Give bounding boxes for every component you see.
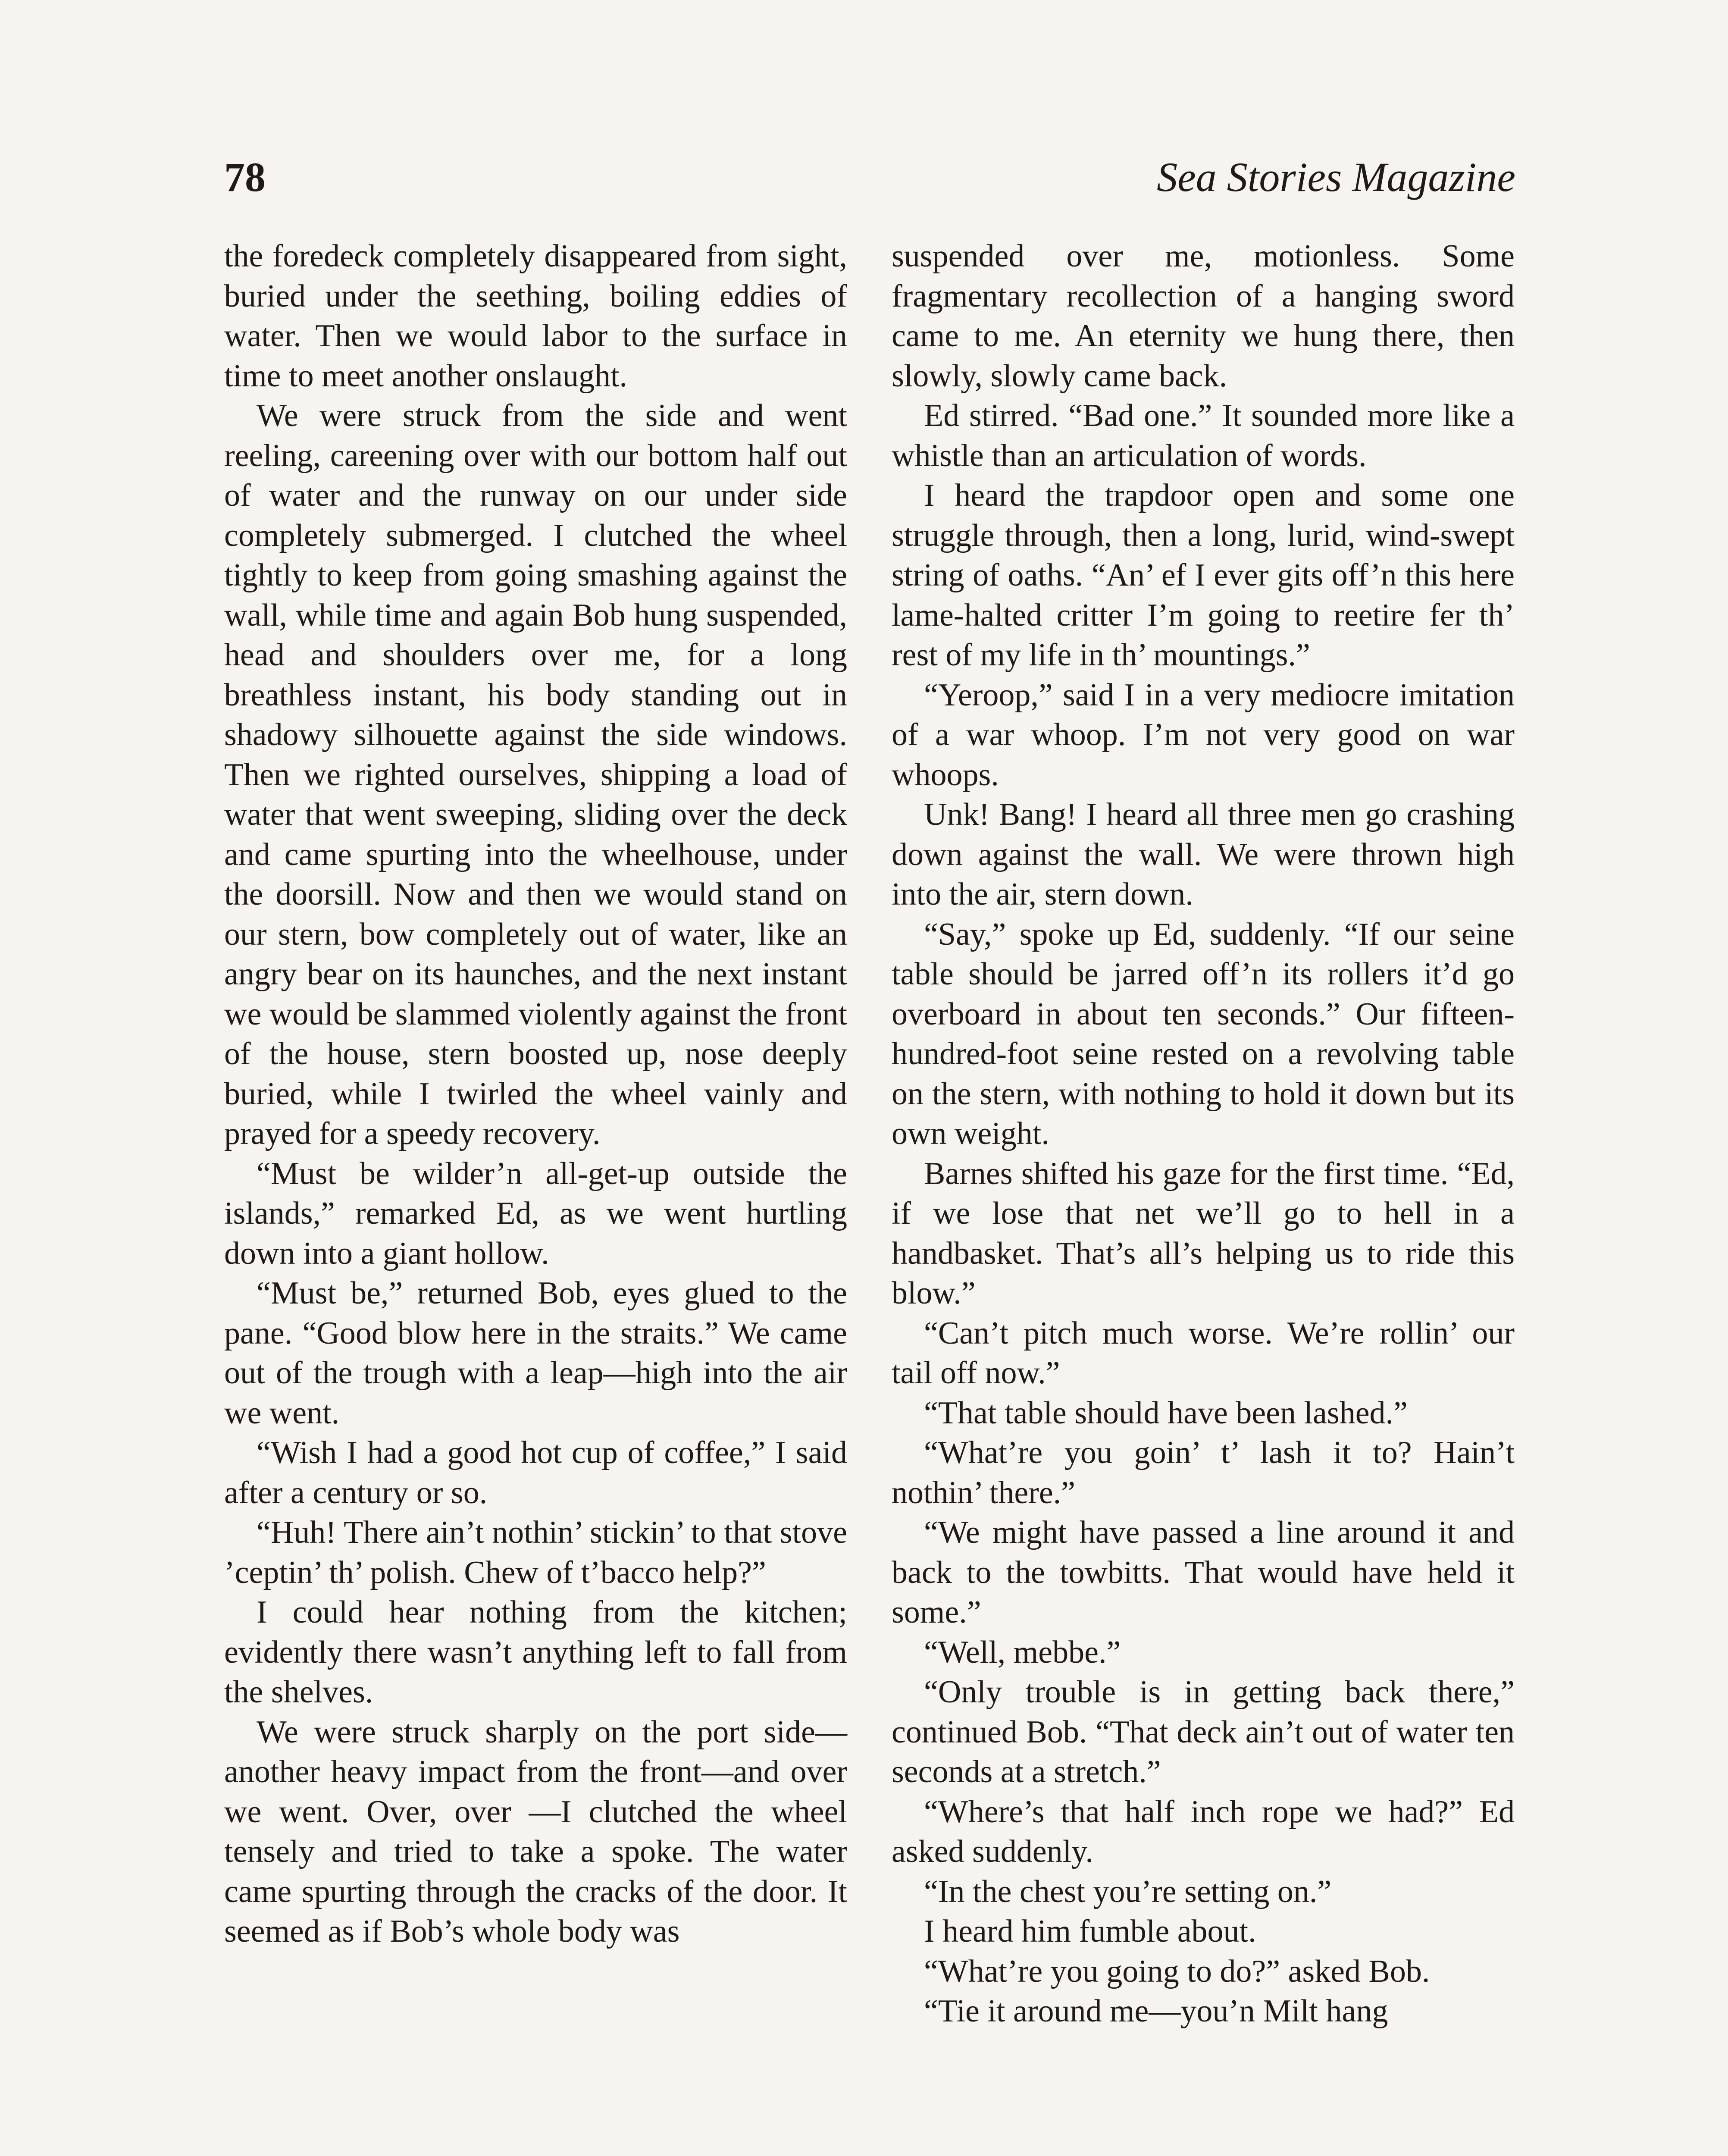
- paragraph: “Wish I had a good hot cup of coffee,” I said after a century or so.: [224, 1435, 847, 1510]
- paragraph: “Say,” spoke up Ed, suddenly. “If our seine table should be jarred off’n its rollers it’d go overboard in about ten seconds.” Our fifteen-hundred-foot seine rested on a revolving table on the stern, with nothing to hold it down but its own weight.: [892, 916, 1515, 1151]
- paragraph: I could hear nothing from the kitchen; evidently there wasn’t anything left to fall from the shelves.: [224, 1595, 847, 1710]
- paragraph: “Huh! There ain’t nothin’ stickin’ to that stove ’ceptin’ th’ polish. Chew of t’bacco help?”: [224, 1515, 847, 1590]
- paragraph: We were struck sharply on the port side—another heavy impact from the front—and over we went. Over, over —I clutched the wheel tensely and tried to take a spoke. The water came spurting through the cracks of the door. It seemed as if Bob’s whole body was: [224, 1714, 847, 1949]
- left-column: [224, 236, 847, 1952]
- paragraph: Barnes shifted his gaze for the first time. “Ed, if we lose that net we’ll go to hell in a handbasket. That’s all’s helping us to ride this blow.”: [892, 1156, 1515, 1311]
- paragraph: Unk! Bang! I heard all three men go crashing down against the wall. We were thrown high into the air, stern down.: [892, 797, 1515, 912]
- paragraph: “Tie it around me—you’n Milt hang: [924, 1993, 1388, 2029]
- page-header: [224, 153, 1515, 213]
- paragraph: I heard him fumble about.: [924, 1914, 1256, 1949]
- paragraph: “What’re you goin’ t’ lash it to? Hain’t nothin’ there.”: [892, 1435, 1515, 1510]
- paragraph: “Must be wilder’n all-get-up outside the islands,” remarked Ed, as we went hurtling down into a giant hollow.: [224, 1156, 847, 1271]
- paragraph: “Only trouble is in getting back there,” continued Bob. “That deck ain’t out of water ten seconds at a stretch.”: [892, 1674, 1515, 1789]
- paragraph: “In the chest you’re setting on.”: [924, 1874, 1332, 1909]
- paragraph: the foredeck completely disappeared from sight, buried under the seething, boiling eddies of water. Then we would labor to the surface in time to meet another onslaught.: [224, 238, 847, 394]
- running-head: Sea Stories Magazine: [1157, 154, 1515, 200]
- paragraph: “Where’s that half inch rope we had?” Ed asked suddenly.: [892, 1794, 1515, 1869]
- paragraph: “That table should have been lashed.”: [924, 1395, 1408, 1431]
- paragraph: “Well, mebbe.”: [924, 1634, 1121, 1670]
- paragraph: “Must be,” returned Bob, eyes glued to the pane. “Good blow here in the straits.” We came out of the trough with a leap—high into the air we went.: [224, 1275, 847, 1431]
- paragraph: “Can’t pitch much worse. We’re rollin’ our tail off now.”: [892, 1315, 1515, 1391]
- paragraph: “We might have passed a line around it and back to the towbitts. That would have held it some.”: [892, 1515, 1515, 1630]
- paragraph: I heard the trapdoor open and some one struggle through, then a long, lurid, wind-swept string of oaths. “An’ ef I ever gits off’n this here lame-halted critter I’m going to reetire fer th’ rest of my life in th’ mountings.”: [892, 478, 1515, 673]
- paragraph: “What’re you going to do?” asked Bob.: [924, 1953, 1430, 1989]
- paragraph: Ed stirred. “Bad one.” It sounded more like a whistle than an articulation of words.: [892, 398, 1515, 473]
- paragraph: We were struck from the side and went reeling, careening over with our bottom half out of water and the runway on our under side completely submerged. I clutched the wheel tightly to keep from going smashing against the wall, while time and again Bob hung suspended, head and shoulders over me, for a long breathless instant, his body standing out in shadowy silhouette against the side windows. Then we righted ourselves, shipping a load of water that went sweeping, sliding over the deck and came spurting into the wheelhouse, under the doorsill. Now and then we would stand on our stern, bow completely out of water, like an angry bear on its haunches, and the next instant we would be slammed violently against the front of the house, stern boosted up, nose deeply buried, while I twirled the wheel vainly and prayed for a speedy recovery.: [224, 398, 847, 1151]
- paragraph: “Yeroop,” said I in a very mediocre imitation of a war whoop. I’m not very good on war whoops.: [892, 677, 1515, 793]
- page-number: 78: [224, 154, 266, 200]
- paragraph: suspended over me, motionless. Some fragmentary recollection of a hanging sword came to me. An eternity we hung there, then slowly, slowly came back.: [892, 238, 1515, 394]
- right-column: [892, 236, 1515, 2031]
